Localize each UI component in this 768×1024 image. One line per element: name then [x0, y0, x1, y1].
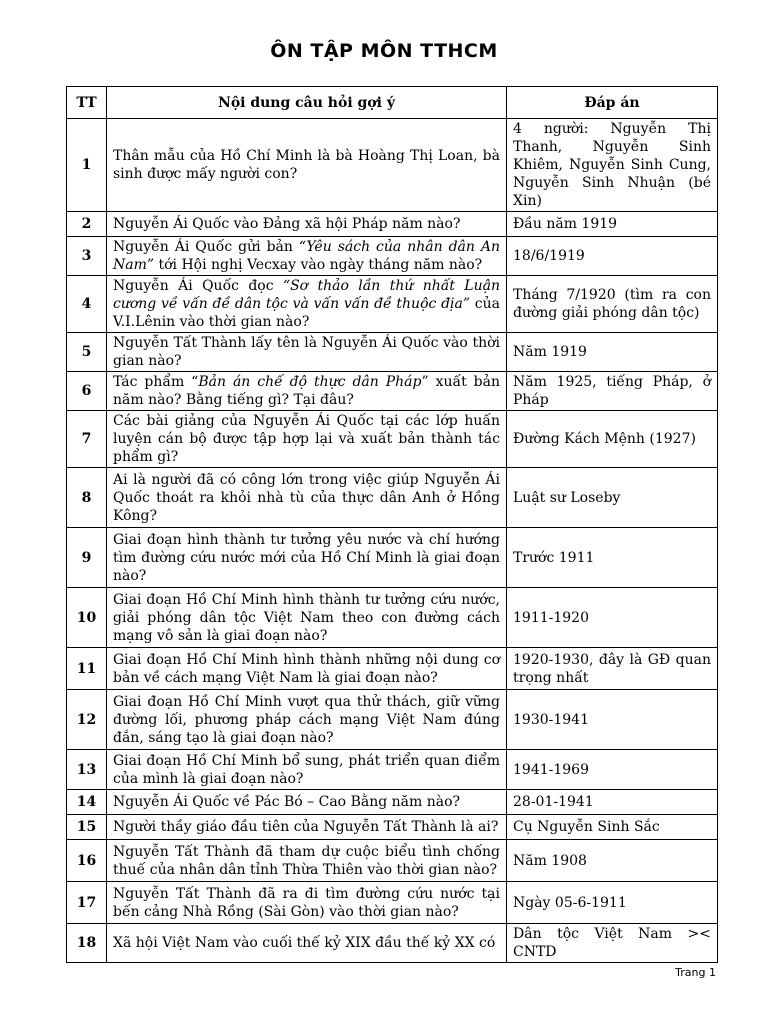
row-number: 12 — [67, 690, 107, 750]
question-cell — [107, 411, 507, 468]
question-text: Giai đoạn Hồ Chí Minh vượt qua thử thách, giữ vững đường lối, phương pháp cách mạng Việt Nam đúng đắn, sáng tạo là giai đoạn nào? — [113, 693, 500, 746]
question-text: Người thầy giáo đầu tiên của Nguyễn Tất Thành là ai? — [113, 819, 499, 835]
question-cell — [107, 333, 507, 372]
row-number: 10 — [67, 588, 107, 648]
answer-cell: Đường Kách Mệnh (1927) — [507, 411, 718, 468]
answer-cell: Tháng 7/1920 (tìm ra con đường giải phóng dân tộc) — [507, 276, 718, 333]
question-cell — [107, 468, 507, 528]
row-number: 3 — [67, 237, 107, 276]
question-text: tới Hội nghị Vecxay vào ngày tháng năm nào? — [154, 257, 483, 273]
row-number: 17 — [67, 882, 107, 924]
row-number: 13 — [67, 750, 107, 790]
question-italic-text: “Sơ thảo lần thứ nhất Luận cương về vấn đề dân tộc và vấn vấn đề thuộc địa” — [113, 278, 500, 312]
answer-cell: Năm 1919 — [507, 333, 718, 372]
question-italic-text: “Yêu sách của nhân dân An Nam” — [113, 239, 500, 273]
question-text: Các bài giảng của Nguyễn Ái Quốc tại các lớp huấn luyện cán bộ được tập hợp lại và xuất bản thành tác phẩm gì? — [113, 413, 500, 465]
row-number: 9 — [67, 528, 107, 588]
table-row — [67, 790, 718, 815]
question-text: Xã hội Việt Nam vào cuối thế kỷ XIX đầu thế kỷ XX có — [113, 935, 496, 951]
row-number: 1 — [67, 119, 107, 212]
table-row — [67, 411, 718, 468]
table-row — [67, 924, 718, 963]
table-row — [67, 690, 718, 750]
answer-cell: Cụ Nguyễn Sinh Sắc — [507, 815, 718, 840]
question-text: của V.I.Lênin vào thời gian nào? — [113, 296, 500, 330]
answer-cell: Năm 1908 — [507, 840, 718, 882]
row-number: 2 — [67, 212, 107, 237]
table-row — [67, 815, 718, 840]
question-cell — [107, 237, 507, 276]
answer-cell: Năm 1925, tiếng Pháp, ở Pháp — [507, 372, 718, 411]
answer-cell: Dân tộc Việt Nam >< CNTD — [507, 924, 718, 963]
table-row — [67, 468, 718, 528]
answer-cell: 4 người: Nguyễn Thị Thanh, Nguyễn Sinh Khiêm, Nguyễn Sinh Cung, Nguyễn Sinh Nhuận (bé Xin) — [507, 119, 718, 212]
answer-cell: 18/6/1919 — [507, 237, 718, 276]
question-cell — [107, 276, 507, 333]
table-body — [67, 119, 718, 963]
header-answer: Đáp án — [507, 87, 718, 119]
question-text: Nguyễn Ái Quốc gửi bản — [113, 239, 299, 255]
question-text: Thân mẫu của Hồ Chí Minh là bà Hoàng Thị Loan, bà sinh được mấy người con? — [113, 148, 500, 182]
question-cell — [107, 588, 507, 648]
question-cell — [107, 790, 507, 815]
table-row — [67, 119, 718, 212]
question-text: ” xuất bản năm nào? Bằng tiếng gì? Tại đâu? — [113, 374, 500, 408]
table-row — [67, 648, 718, 690]
table-row — [67, 528, 718, 588]
row-number: 11 — [67, 648, 107, 690]
question-text: Ai là người đã có công lớn trong việc giúp Nguyễn Ái Quốc thoát ra khỏi nhà tù của thực dân Anh ở Hồng Kông? — [113, 471, 500, 524]
review-table — [66, 86, 718, 963]
row-number: 4 — [67, 276, 107, 333]
row-number: 14 — [67, 790, 107, 815]
answer-cell: 1920-1930, đây là GĐ quan trọng nhất — [507, 648, 718, 690]
answer-cell: Trước 1911 — [507, 528, 718, 588]
question-text: Nguyễn Ái Quốc vào Đảng xã hội Pháp năm nào? — [113, 216, 461, 232]
question-cell — [107, 528, 507, 588]
question-text: Giai đoạn hình thành tư tưởng yêu nước và chí hướng tìm đường cứu nước mới của Hồ Chí Minh là giai đoạn nào? — [113, 531, 500, 584]
answer-cell: 1911-1920 — [507, 588, 718, 648]
question-cell — [107, 212, 507, 237]
table-row — [67, 588, 718, 648]
question-text: Nguyễn Ái Quốc đọc — [113, 278, 283, 294]
question-italic-text: Bản án chế độ thực dân Pháp — [198, 374, 422, 390]
question-text: Tác phẩm “ — [113, 374, 199, 390]
question-text: Giai đoạn Hồ Chí Minh hình thành những nội dung cơ bản về cách mạng Việt Nam là giai đoạn nào? — [113, 651, 500, 686]
table-row — [67, 840, 718, 882]
question-text: Nguyễn Ái Quốc về Pác Bó – Cao Bằng năm nào? — [113, 794, 461, 810]
table-header-row — [67, 87, 718, 119]
answer-cell: 28-01-1941 — [507, 790, 718, 815]
question-cell — [107, 690, 507, 750]
question-cell — [107, 924, 507, 963]
answer-cell: 1930-1941 — [507, 690, 718, 750]
table-row — [67, 237, 718, 276]
question-text: Giai đoạn Hồ Chí Minh hình thành tư tưởng cứu nước, giải phóng dân tộc Việt Nam theo con đường cách mạng vô sản là giai đoạn nào? — [113, 591, 500, 644]
question-text: Giai đoạn Hồ Chí Minh bổ sung, phát triển quan điểm của mình là giai đoạn nào? — [113, 752, 500, 787]
table-row — [67, 372, 718, 411]
table-row — [67, 212, 718, 237]
row-number: 5 — [67, 333, 107, 372]
page-title: ÔN TẬP MÔN TTHCM — [270, 40, 498, 62]
header-question: Nội dung câu hỏi gợi ý — [107, 87, 507, 119]
question-cell — [107, 119, 507, 212]
question-text: Nguyễn Tất Thành lấy tên là Nguyễn Ái Quốc vào thời gian nào? — [113, 335, 500, 369]
table-row — [67, 276, 718, 333]
answer-cell: Luật sư Loseby — [507, 468, 718, 528]
table-row — [67, 750, 718, 790]
row-number: 16 — [67, 840, 107, 882]
question-cell — [107, 815, 507, 840]
row-number: 8 — [67, 468, 107, 528]
row-number: 15 — [67, 815, 107, 840]
row-number: 7 — [67, 411, 107, 468]
row-number: 18 — [67, 924, 107, 963]
question-cell — [107, 750, 507, 790]
question-cell — [107, 882, 507, 924]
row-number: 6 — [67, 372, 107, 411]
table-row — [67, 333, 718, 372]
question-text: Nguyễn Tất Thành đã ra đi tìm đường cứu nước tại bến cảng Nhà Rồng (Sài Gòn) vào thời gian nào? — [113, 885, 500, 920]
table-row — [67, 882, 718, 924]
answer-cell: 1941-1969 — [507, 750, 718, 790]
header-tt: TT — [67, 87, 107, 119]
answer-cell: Đầu năm 1919 — [507, 212, 718, 237]
question-cell — [107, 840, 507, 882]
question-text: Nguyễn Tất Thành đã tham dự cuộc biểu tình chống thuế của nhân dân tỉnh Thừa Thiên vào thời gian nào? — [113, 843, 500, 878]
page-number: Trang 1 — [675, 966, 716, 979]
question-cell — [107, 648, 507, 690]
question-cell — [107, 372, 507, 411]
answer-cell: Ngày 05-6-1911 — [507, 882, 718, 924]
